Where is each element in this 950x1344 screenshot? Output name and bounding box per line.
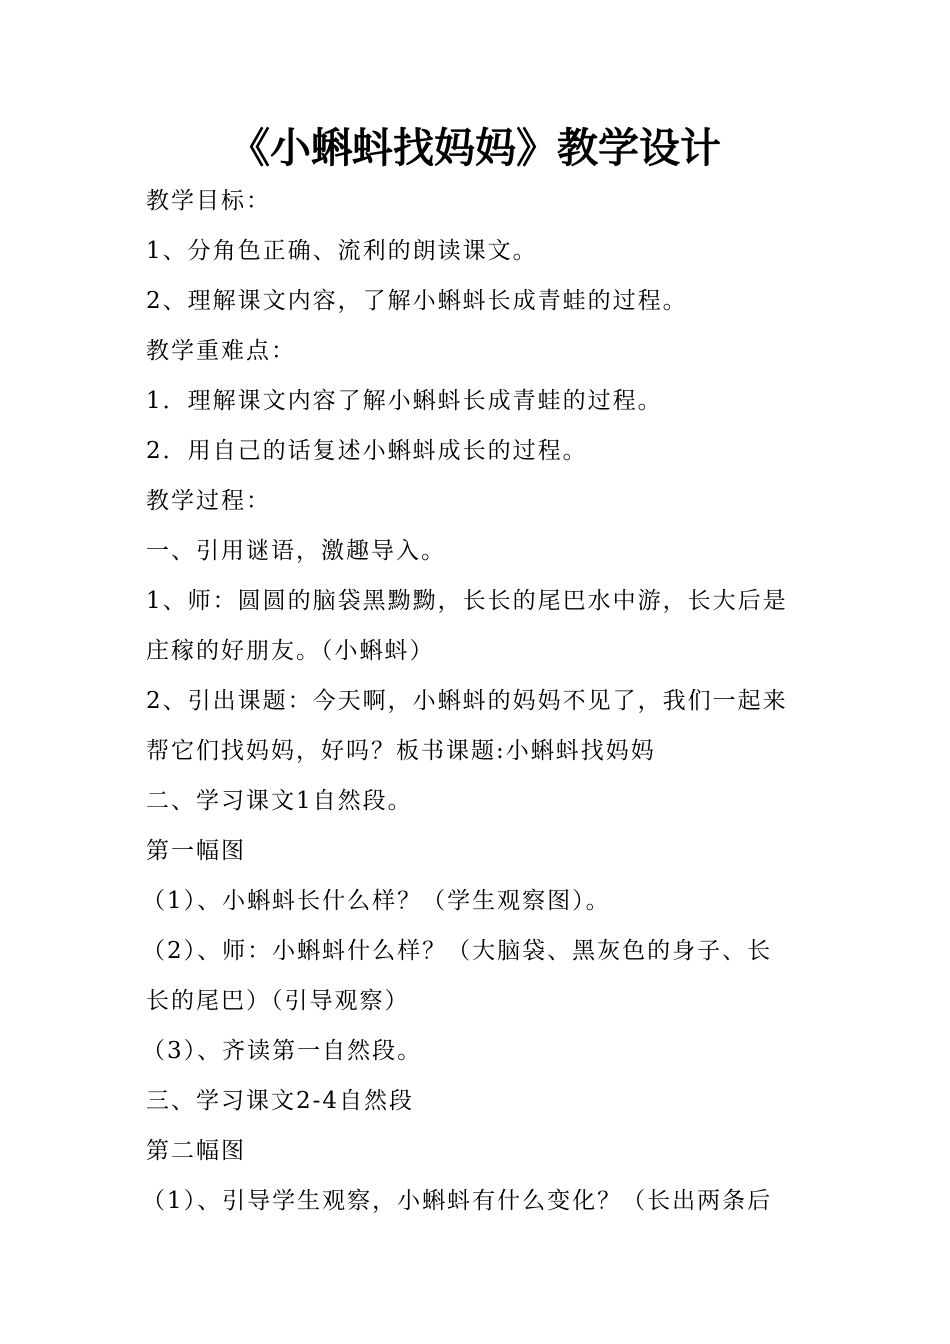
paragraph-line: （3）、齐读第一自然段。 — [142, 1038, 423, 1064]
paragraph-line: 长的尾巴）（引导观察） — [146, 988, 410, 1014]
process-step-heading-2: 二、学习课文1自然段。 — [146, 788, 413, 814]
key-point-item-2: 2．用自己的话复述小蝌蚪成长的过程。 — [146, 438, 588, 464]
paragraph-line: 庄稼的好朋友。（小蝌蚪） — [146, 638, 435, 664]
figure-heading-2: 第二幅图 — [146, 1138, 246, 1164]
document-body — [142, 176, 806, 1226]
section-heading-process: 教学过程： — [146, 488, 271, 514]
figure-heading-1: 第一幅图 — [146, 838, 246, 864]
process-step-heading-1: 一、引用谜语，激趣导入。 — [146, 538, 446, 564]
document-title: 《小蝌蚪找妈妈》教学设计 — [229, 124, 721, 172]
process-step-heading-3: 三、学习课文2-4自然段 — [146, 1088, 415, 1114]
paragraph-line: （1）、引导学生观察，小蝌蚪有什么变化？（长出两条后 — [142, 1188, 773, 1214]
paragraph-line: 帮它们找妈妈，好吗？板书课题:小蝌蚪找妈妈 — [146, 738, 656, 764]
objective-item-2: 2、理解课文内容，了解小蝌蚪长成青蛙的过程。 — [146, 288, 688, 314]
paragraph-line: （2）、师：小蝌蚪什么样？（大脑袋、黑灰色的身子、长 — [142, 938, 773, 964]
paragraph-line: 1、师：圆圆的脑袋黑黝黝，长长的尾巴水中游，长大后是 — [146, 588, 788, 614]
section-heading-key-points: 教学重难点： — [146, 338, 296, 364]
key-point-item-1: 1．理解课文内容了解小蝌蚪长成青蛙的过程。 — [146, 388, 663, 414]
objective-item-1: 1、分角色正确、流利的朗读课文。 — [146, 238, 538, 264]
paragraph-line: （1）、小蝌蚪长什么样？（学生观察图）。 — [142, 888, 611, 914]
section-heading-objectives: 教学目标： — [146, 188, 271, 214]
paragraph-line: 2、引出课题：今天啊，小蝌蚪的妈妈不见了，我们一起来 — [146, 688, 788, 714]
